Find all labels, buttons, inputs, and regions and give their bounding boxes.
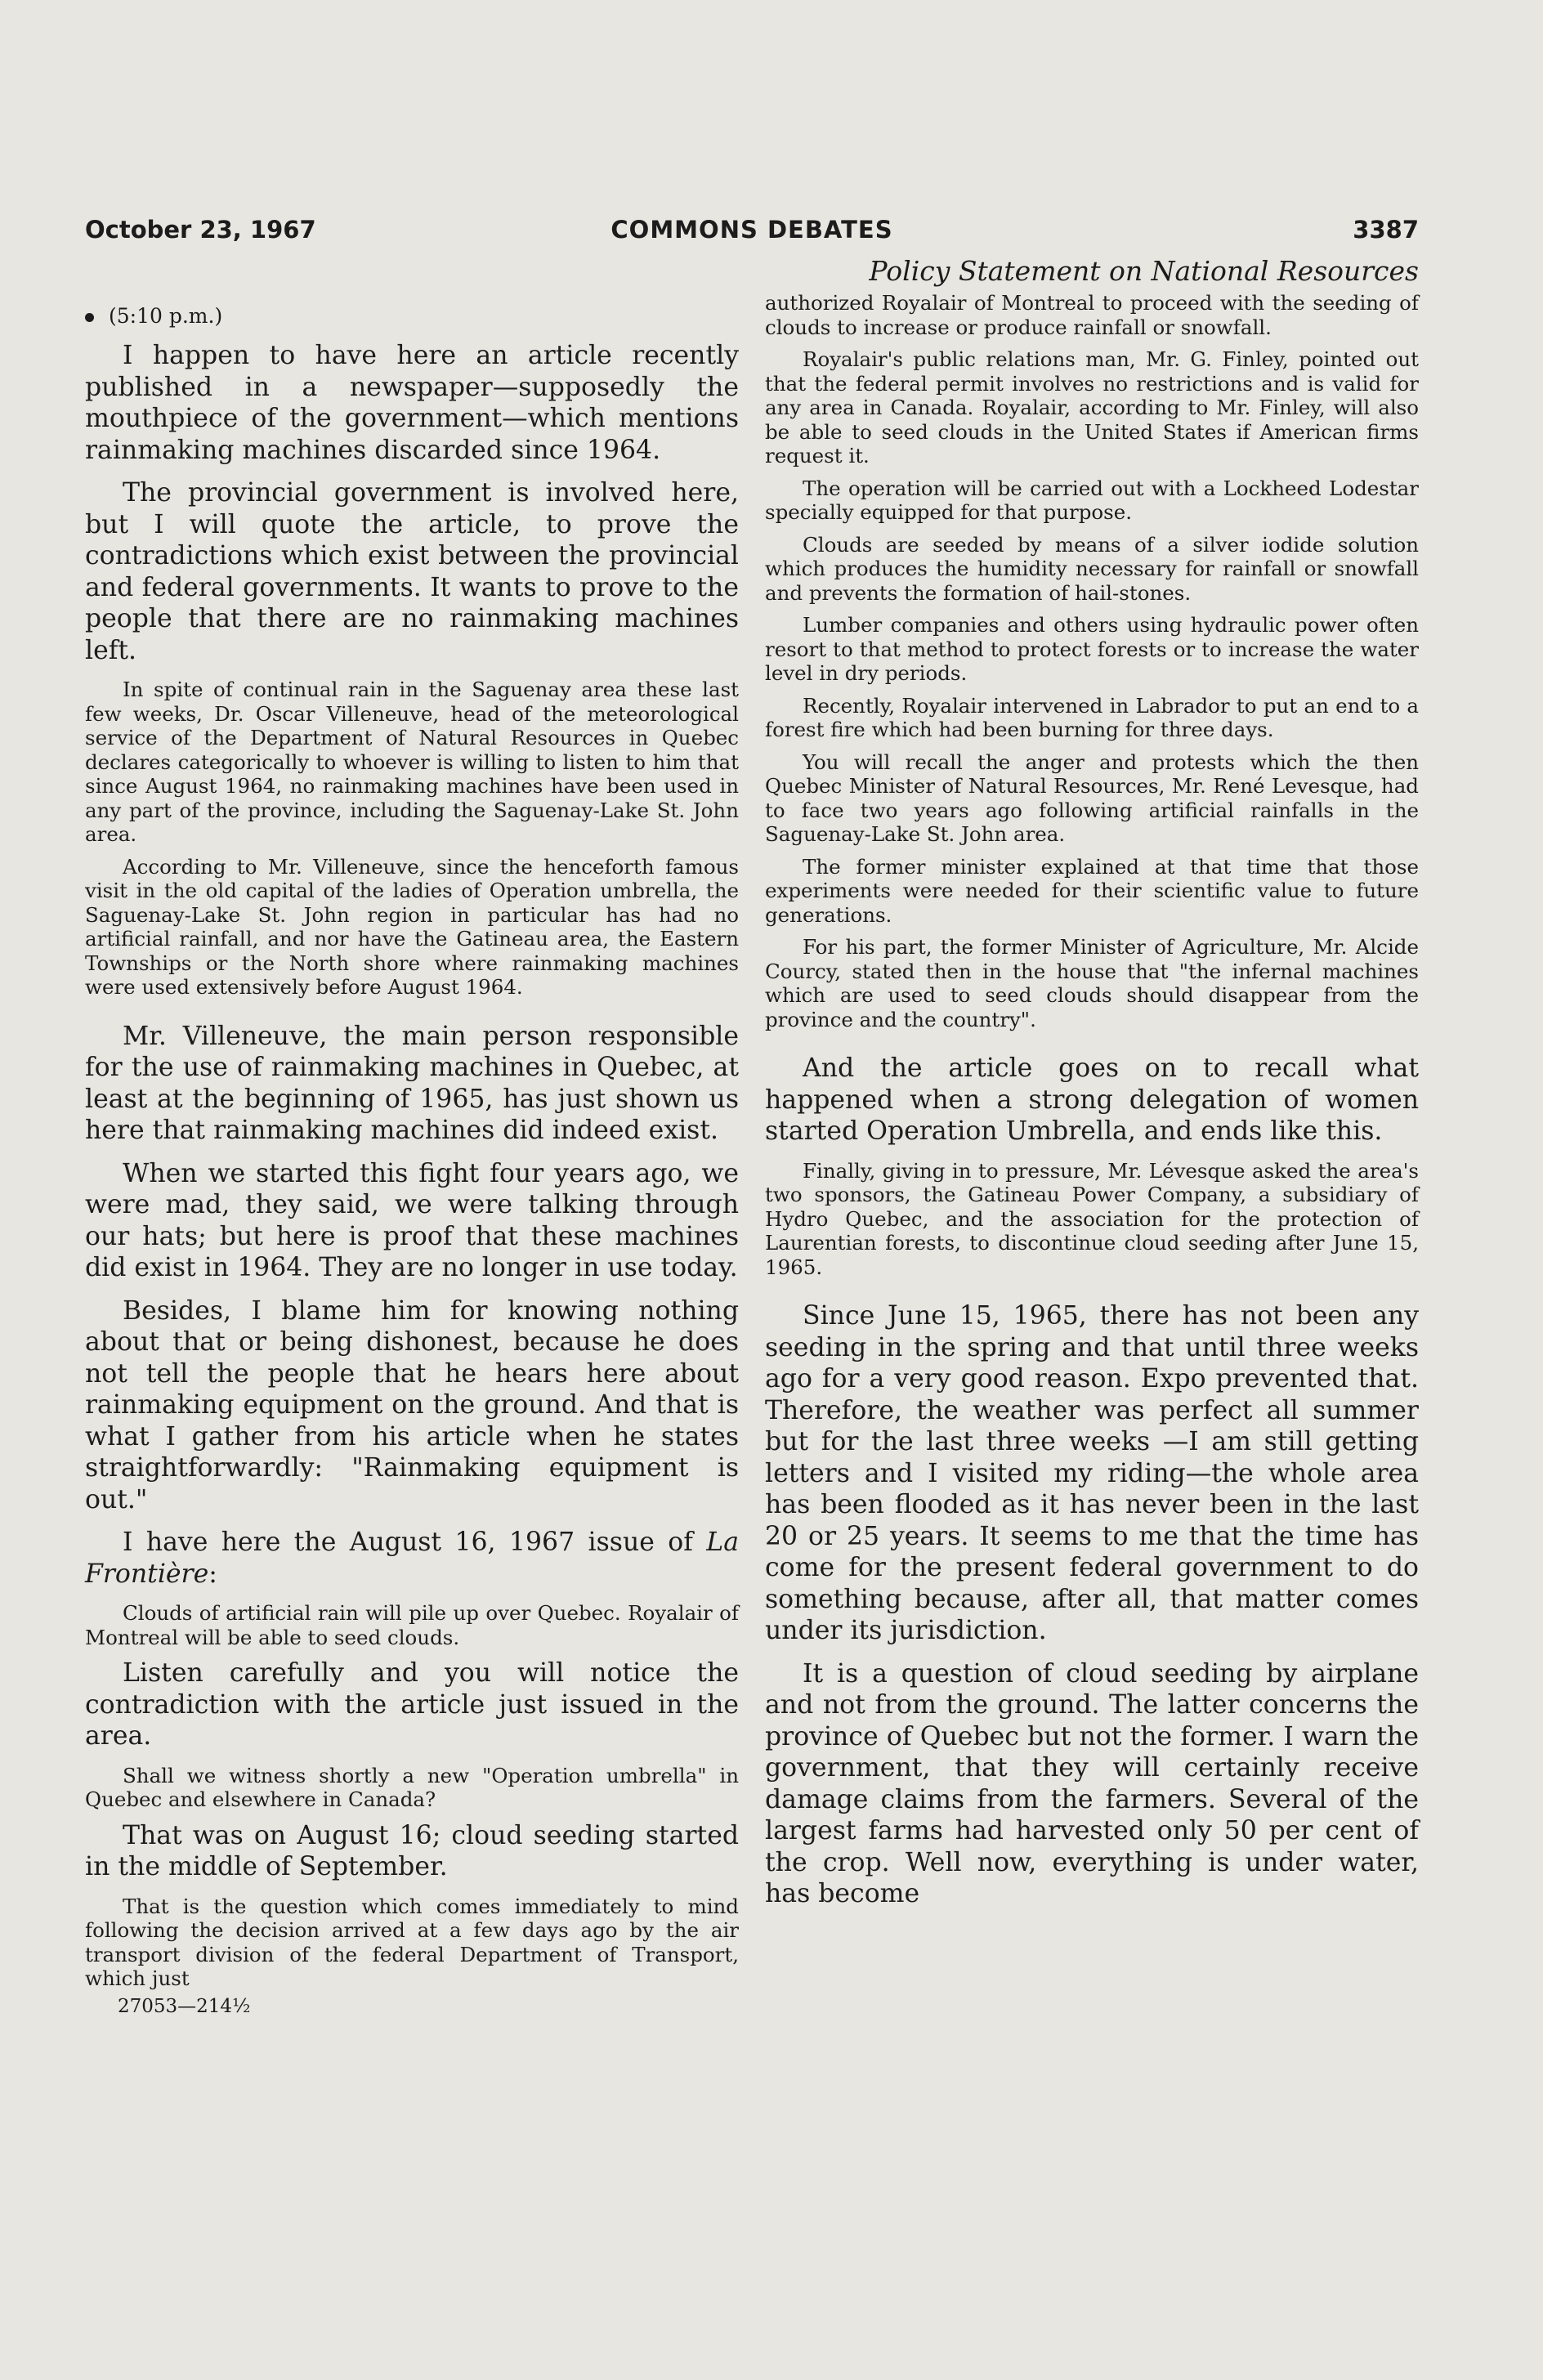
paragraph: Mr. Villeneuve, the main person responsible for the use of rainmaking machines in Quebec, at least at the beginning of 1965, has just shown us here that rainmaking machines did indeed exist. [85, 1021, 739, 1145]
quoted-paragraph: authorized Royalair of Montreal to proceed with the seeding of clouds to increase or produce rainfall or snowfall. [765, 291, 1419, 339]
paragraph [85, 1527, 739, 1590]
section-subtitle: Policy Statement on National Resources [869, 255, 1419, 287]
paragraph: Since June 15, 1965, there has not been any seeding in the spring and that until three weeks ago for a very good reason. Expo prevented that. Therefore, the weather was perfect all summer but for the last three weeks —I am still getting letters and I visited my riding—the whole area has been flooded as it has never been in the last 20 or 25 years. It seems to me that the time has come for the present federal government to do something because, after all, that matter comes under its jurisdiction. [765, 1301, 1419, 1645]
timestamp-text: (5:10 p.m.) [109, 304, 223, 328]
quoted-paragraph: The operation will be carried out with a Lockheed Lodestar specially equipped for that purpose. [765, 476, 1419, 524]
quoted-paragraph: Finally, giving in to pressure, Mr. Lévesque asked the area's two sponsors, the Gatineau Power Company, a subsidiary of Hydro Quebec, and the association for the protection of Laurentian forests, to discontinue cloud seeding after June 15, 1965. [765, 1158, 1419, 1279]
header-title: COMMONS DEBATES [610, 216, 893, 244]
quoted-paragraph: The former minister explained at that time that those experiments were needed for their scientific value to future generations. [765, 854, 1419, 927]
paragraph-text: I have here the August 16, 1967 issue of [123, 1528, 707, 1557]
timestamp [85, 302, 739, 330]
newspaper-title: La Frontière [85, 1528, 739, 1589]
paragraph: It is a question of cloud seeding by airplane and not from the ground. The latter concerns the province of Quebec but not the former. I warn the government, that they will certainly receive damage claims from the farmers. Several of the largest farms had harvested only 50 per cent of the crop. Well now, everything is under water, has become [765, 1658, 1419, 1908]
header-date: October 23, 1967 [85, 216, 316, 244]
paragraph: That was on August 16; cloud seeding started in the middle of September. [85, 1820, 739, 1881]
bullet-icon [85, 313, 94, 322]
quoted-paragraph: Recently, Royalair intervened in Labrador to put an end to a forest fire which had been burning for three days. [765, 693, 1419, 741]
quoted-paragraph: Shall we witness shortly a new "Operation umbrella" in Quebec and elsewhere in Canada? [85, 1763, 739, 1811]
paragraph: Besides, I blame him for knowing nothing about that or being dishonest, because he does not tell the people that he hears here about rainmaking equipment on the ground. And that is what I gather from his article when he states straightforwardly: "Rainmaking equipment is out." [85, 1295, 739, 1514]
page-header [85, 216, 1419, 248]
quoted-paragraph: You will recall the anger and protests which the then Quebec Minister of Natural Resources, Mr. René Levesque, had to face two years ago following artificial rainfalls in the Saguenay-Lake St. John area. [765, 749, 1419, 846]
paragraph-text: : [208, 1559, 217, 1589]
paragraph: I happen to have here an article recently published in a newspaper—supposedly the mouthpiece of the government—which mentions rainmaking machines discarded since 1964. [85, 341, 739, 465]
quoted-paragraph: According to Mr. Villeneuve, since the henceforth famous visit in the old capital of the ladies of Operation umbrella, the Saguenay-Lake St. John region in particular has had no artificial rainfall, and nor have the Gatineau area, the Eastern Townships or the North shore where rainmaking machines were used extensively before August 1964. [85, 854, 739, 999]
quoted-paragraph: In spite of continual rain in the Saguenay area these last few weeks, Dr. Oscar Villeneuve, head of the meteorological service of the Department of Natural Resources in Quebec declares categorically to whoever is willing to listen to him that since August 1964, no rainmaking machines have been used in any part of the province, including the Saguenay-Lake St. John area. [85, 678, 739, 846]
quoted-paragraph: That is the question which comes immediately to mind following the decision arrived at a few days ago by the air transport division of the federal Department of Transport, which just [85, 1894, 739, 1990]
footnote: 27053—214½ [118, 1995, 251, 2017]
right-column [765, 291, 1419, 1921]
left-column [85, 302, 739, 2017]
quoted-paragraph: Lumber companies and others using hydraulic power often resort to that method to protect forests or to increase the water level in dry periods. [765, 613, 1419, 685]
quoted-paragraph: Royalair's public relations man, Mr. G. Finley, pointed out that the federal permit involves no restrictions and is valid for any area in Canada. Royalair, according to Mr. Finley, will also be able to seed clouds in the United States if American firms request it. [765, 347, 1419, 468]
quoted-paragraph: Clouds of artificial rain will pile up over Quebec. Royalair of Montreal will be able to seed clouds. [85, 1601, 739, 1649]
page-number: 3387 [1353, 216, 1419, 244]
paragraph: Listen carefully and you will notice the contradiction with the article just issued in the area. [85, 1658, 739, 1751]
quoted-paragraph: For his part, the former Minister of Agriculture, Mr. Alcide Courcy, stated then in the house that "the infernal machines which are used to seed clouds should disappear from the province and the country". [765, 935, 1419, 1031]
quoted-paragraph: Clouds are seeded by means of a silver iodide solution which produces the humidity necessary for rainfall or snowfall and prevents the formation of hail-stones. [765, 532, 1419, 605]
paragraph: The provincial government is involved here, but I will quote the article, to prove the contradictions which exist between the provincial and federal governments. It wants to prove to the people that there are no rainmaking machines left. [85, 478, 739, 665]
paragraph: When we started this fight four years ago, we were mad, they said, we were talking through our hats; but here is proof that these machines did exist in 1964. They are no longer in use today. [85, 1158, 739, 1282]
paragraph: And the article goes on to recall what happened when a strong delegation of women started Operation Umbrella, and ends like this. [765, 1054, 1419, 1146]
